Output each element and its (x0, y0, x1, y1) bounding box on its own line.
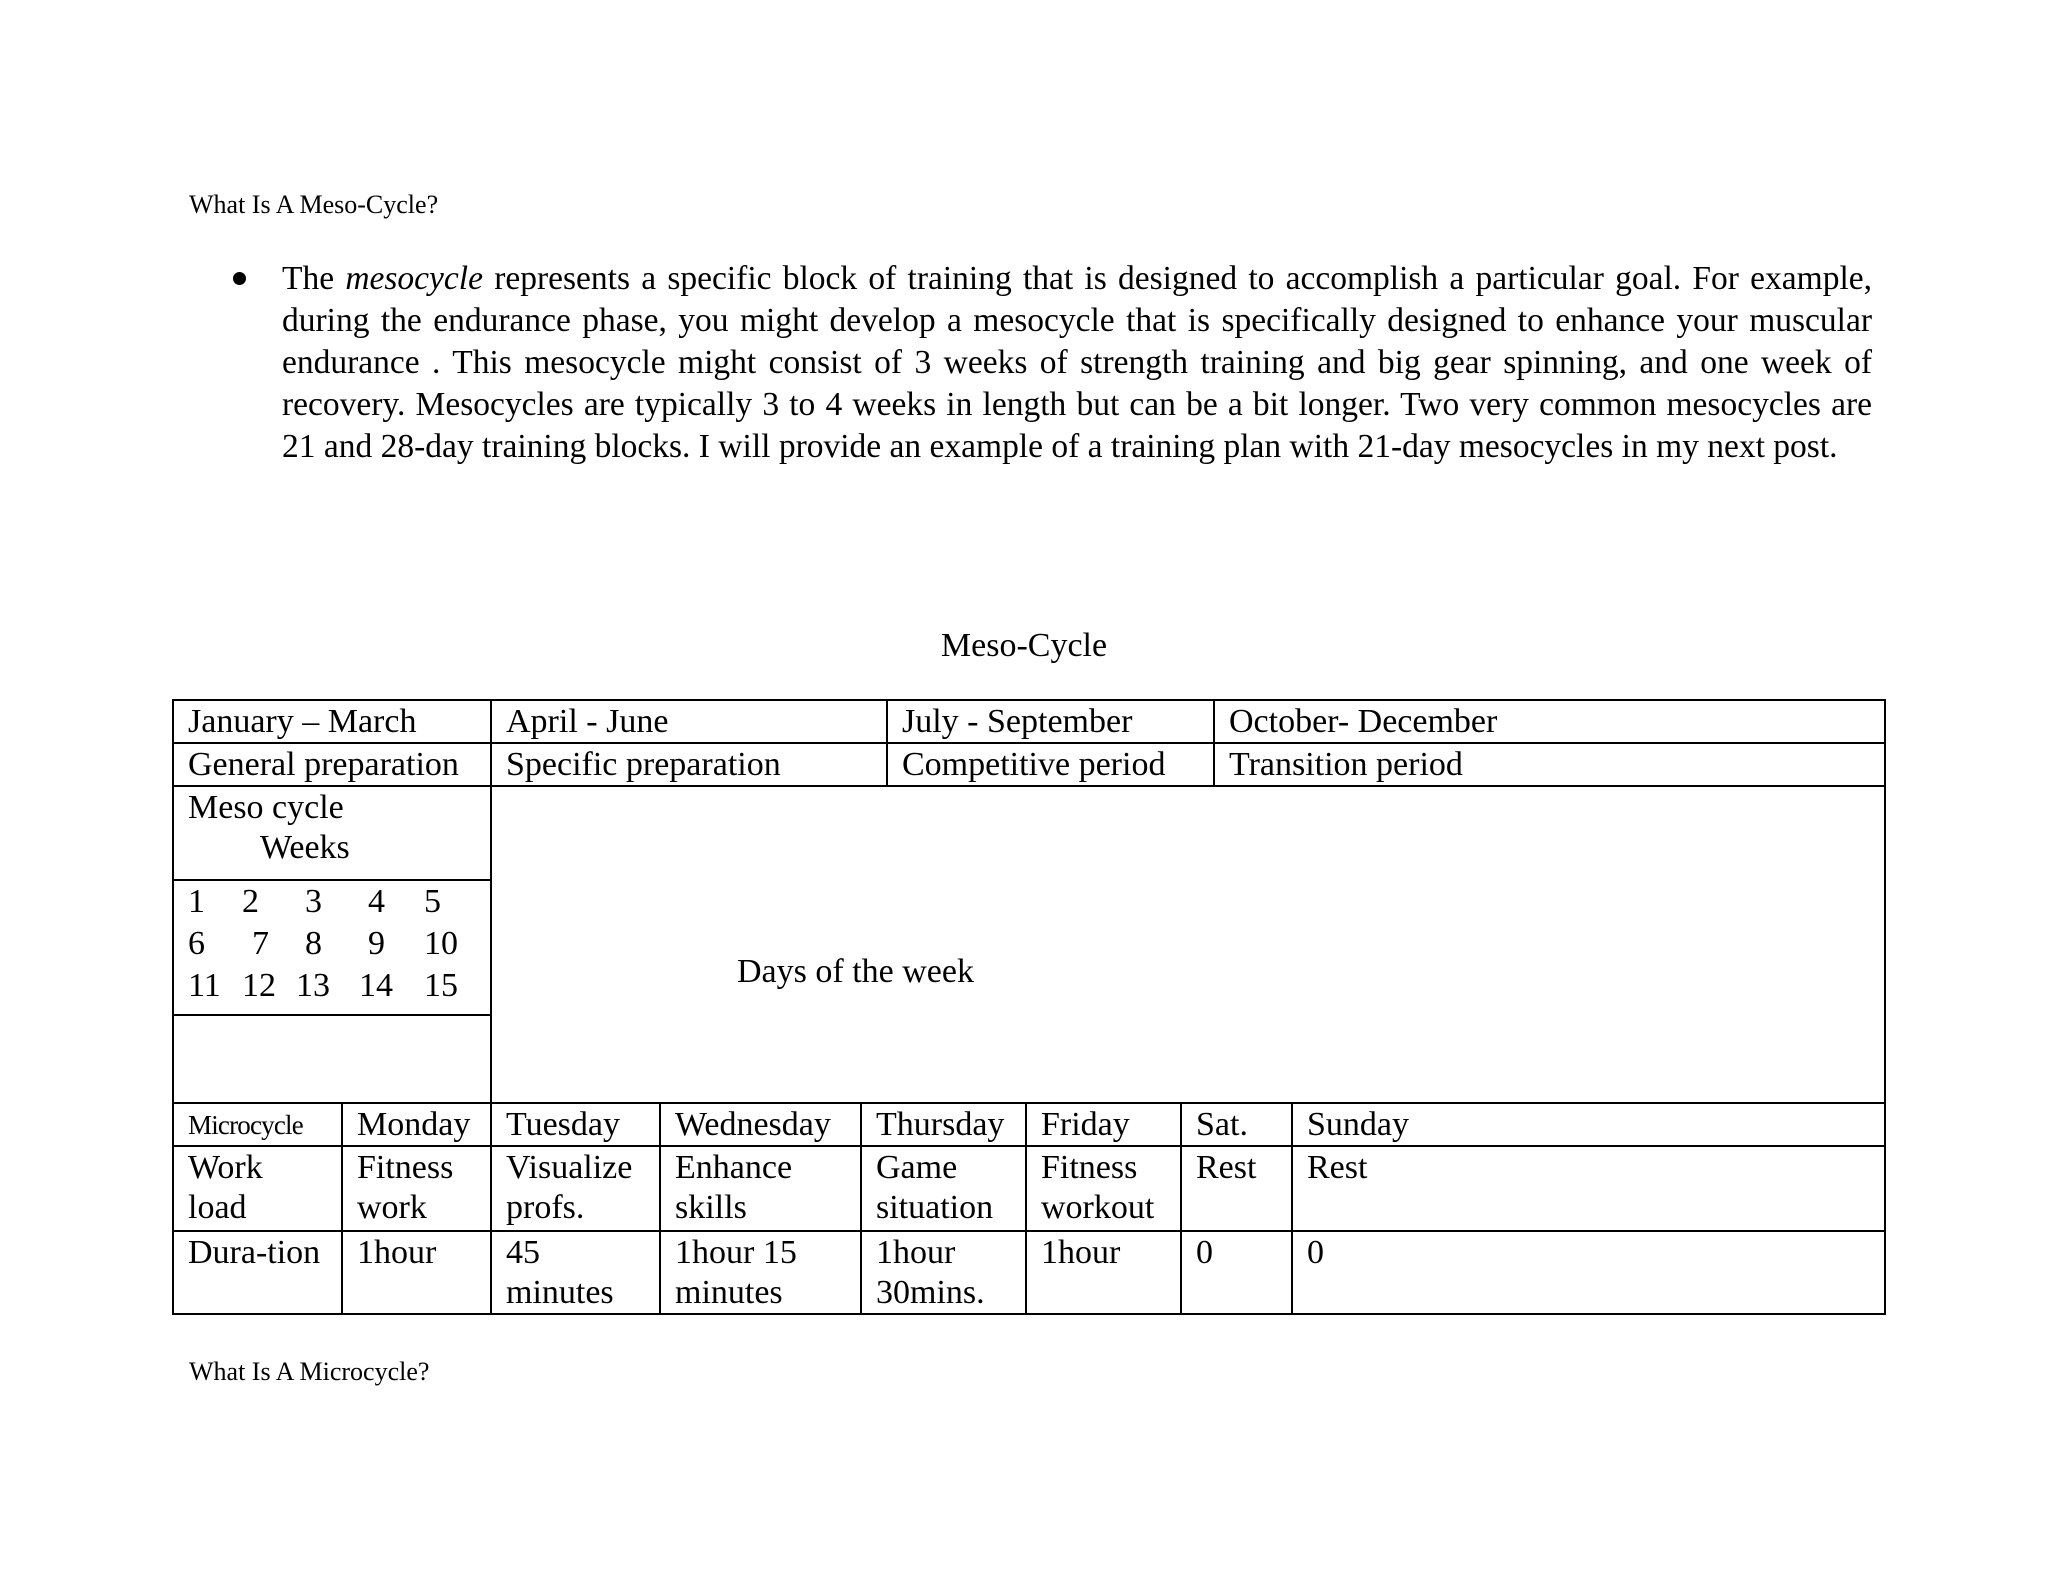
phase-cell: Specific preparation (506, 746, 781, 783)
cell-line: Dura-tion (188, 1234, 321, 1271)
table-title: Meso-Cycle (940, 627, 1108, 664)
cell-line: load (188, 1189, 247, 1226)
week-number: 1 (188, 883, 205, 920)
cell-line: 1hour 15 (675, 1234, 797, 1271)
header-tuesday: Tuesday (506, 1106, 620, 1143)
mesocycle-description (282, 258, 1872, 468)
meso-cycle-label: Meso cycle (188, 789, 344, 826)
days-of-week-label: Days of the week (737, 953, 974, 990)
quarter-cell: April - June (506, 703, 669, 740)
cell-line: Fitness (1041, 1149, 1138, 1186)
week-number: 5 (424, 883, 441, 920)
cell-line: profs. (506, 1189, 585, 1226)
header-saturday: Sat. (1196, 1106, 1248, 1143)
week-number: 10 (424, 925, 458, 962)
week-number: 13 (296, 967, 330, 1004)
header-sunday: Sunday (1307, 1106, 1409, 1143)
workload-cell (174, 1146, 341, 1228)
week-number: 7 (252, 925, 269, 962)
cell-line: work (357, 1189, 427, 1226)
week-number: 9 (368, 925, 385, 962)
cell-line: situation (876, 1189, 994, 1226)
section-heading-meso-cycle: What Is A Meso-Cycle? (189, 190, 439, 219)
text-before: The (282, 260, 346, 297)
week-number: 12 (242, 967, 276, 1004)
cell-line: Rest (1196, 1149, 1257, 1186)
table-line (173, 1014, 491, 1016)
header-thursday: Thursday (876, 1106, 1005, 1143)
workload-cell (862, 1146, 1025, 1228)
duration-cell (174, 1231, 341, 1273)
week-number: 2 (242, 883, 259, 920)
cell-line: 0 (1196, 1234, 1213, 1271)
workload-cell (661, 1146, 860, 1228)
week-number: 11 (188, 967, 221, 1004)
duration-cell (862, 1231, 1025, 1313)
duration-cell (1293, 1231, 1884, 1273)
table-line (173, 879, 491, 881)
week-number: 3 (305, 883, 322, 920)
workload-cell (1182, 1146, 1291, 1188)
header-friday: Friday (1041, 1106, 1130, 1143)
cell-line: workout (1041, 1189, 1155, 1226)
cell-line: 0 (1307, 1234, 1324, 1271)
cell-line: 45 (506, 1234, 540, 1271)
duration-cell (661, 1231, 860, 1313)
header-wednesday: Wednesday (675, 1106, 831, 1143)
table-line (1884, 699, 1886, 1315)
workload-cell (1027, 1146, 1180, 1228)
section-heading-microcycle: What Is A Microcycle? (189, 1357, 430, 1386)
header-microcycle: Microcycle (188, 1110, 303, 1140)
cell-line: Game (876, 1149, 958, 1186)
cell-line: Rest (1307, 1149, 1368, 1186)
cell-line: 30mins. (876, 1274, 985, 1311)
phase-cell: General preparation (188, 746, 459, 783)
workload-cell (343, 1146, 490, 1228)
quarter-cell: July - September (902, 703, 1133, 740)
cell-line: Visualize (506, 1149, 633, 1186)
duration-cell (343, 1231, 490, 1273)
weeks-label: Weeks (260, 829, 350, 866)
cell-line: 1hour (876, 1234, 956, 1271)
cell-line: minutes (506, 1274, 614, 1311)
bullet-icon (233, 272, 246, 285)
table-line (173, 1313, 1885, 1315)
workload-cell (492, 1146, 659, 1228)
cell-line: Enhance (675, 1149, 793, 1186)
week-number: 8 (305, 925, 322, 962)
quarter-cell: January – March (188, 703, 417, 740)
cell-line: Fitness (357, 1149, 454, 1186)
text-after: represents a specific block of training that is designed to accomplish a particular goal. For example, during the endurance phase, you might develop a mesocycle that is specifically designed to enhance your muscular endurance . This mesocycle might consist of 3 weeks of strength training and big gear spinning, and one week of recovery. Mesocycles are typically 3 to 4 weeks in length but can be a bit longer. Two very common mesocycles are 21 and 28-day training blocks. I will provide an example of a training plan with 21-day mesocycles in my next post. (282, 260, 1872, 465)
cell-line: 1hour (357, 1234, 437, 1271)
phase-cell: Competitive period (902, 746, 1166, 783)
week-number: 6 (188, 925, 205, 962)
cell-line: 1hour (1041, 1234, 1121, 1271)
week-number: 4 (368, 883, 385, 920)
duration-cell (1027, 1231, 1180, 1273)
duration-cell (492, 1231, 659, 1313)
quarter-cell: October- December (1229, 703, 1498, 740)
cell-line: skills (675, 1189, 747, 1226)
cell-line: minutes (675, 1274, 783, 1311)
cell-line: Work (188, 1149, 263, 1186)
term-mesocycle: mesocycle (345, 260, 483, 297)
week-number: 14 (359, 967, 393, 1004)
phase-cell: Transition period (1229, 746, 1463, 783)
workload-cell (1293, 1146, 1884, 1188)
week-number: 15 (424, 967, 458, 1004)
duration-cell (1182, 1231, 1291, 1273)
header-monday: Monday (357, 1106, 471, 1143)
